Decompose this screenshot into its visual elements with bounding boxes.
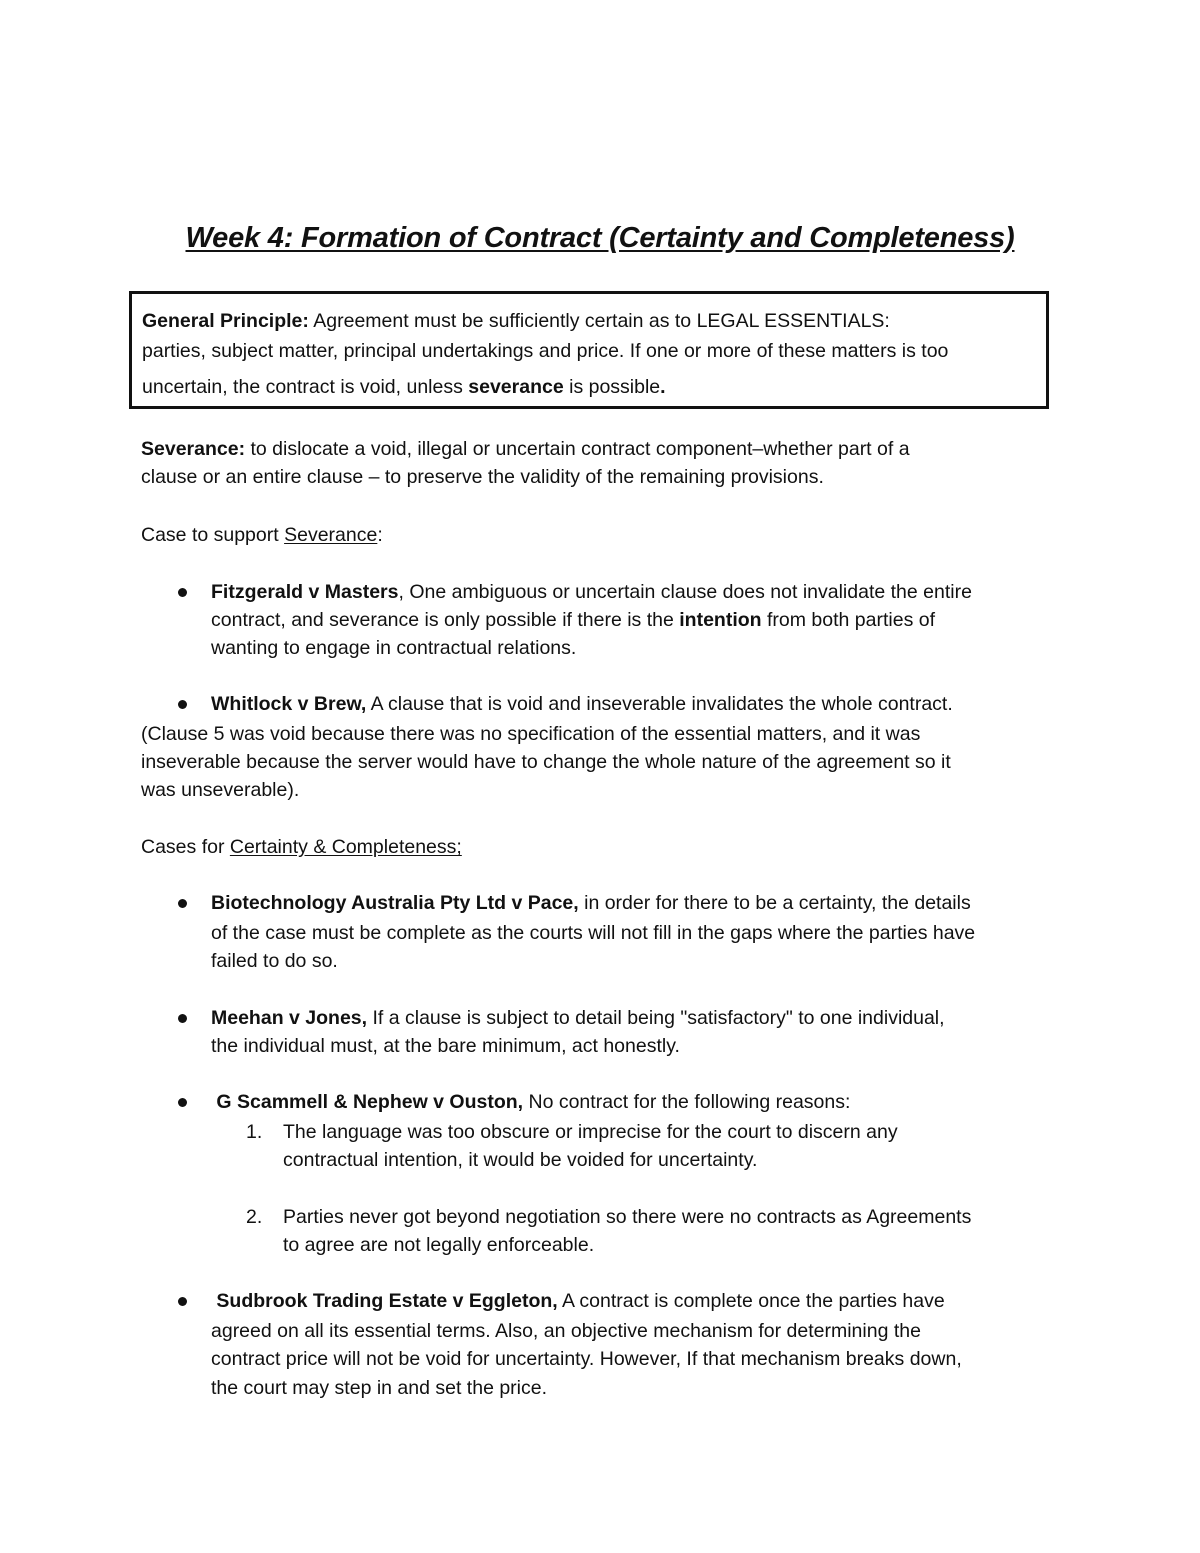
meehan-line-1: Meehan v Jones, If a clause is subject to detail being "satisfactory" to one individual, bbox=[211, 1007, 945, 1029]
case-name: Sudbrook Trading Estate v Eggleton, bbox=[211, 1290, 558, 1312]
case-name: Meehan v Jones, bbox=[211, 1007, 368, 1029]
fitzgerald-line-3: wanting to engage in contractual relations. bbox=[211, 637, 577, 659]
whitlock-line-3: inseverable because the server would have to change the whole nature of the agreement so it bbox=[141, 751, 951, 773]
biotech-line-1: Biotechnology Australia Pty Ltd v Pace, in order for there to be a certainty, the details bbox=[211, 892, 971, 914]
sudbrook-line-2: agreed on all its essential terms. Also, an objective mechanism for determining the bbox=[211, 1320, 921, 1342]
page-title: Week 4: Formation of Contract (Certainty and Completeness) bbox=[185, 222, 1015, 254]
case-name: G Scammell & Nephew v Ouston, bbox=[211, 1091, 524, 1113]
sudbrook-line-1: Sudbrook Trading Estate v Eggleton, A contract is complete once the parties have bbox=[211, 1290, 945, 1312]
certainty-cases-heading: Cases for Certainty & Completeness; bbox=[141, 836, 462, 858]
case-name: Biotechnology Australia Pty Ltd v Pace, bbox=[211, 892, 579, 914]
sudbrook-line-3: contract price will not be void for uncertainty. However, If that mechanism breaks down, bbox=[211, 1348, 962, 1370]
scammell-reason-1-line-2: contractual intention, it would be voided for uncertainty. bbox=[283, 1149, 758, 1171]
severance-link: Severance bbox=[284, 524, 378, 546]
general-principle-text bbox=[142, 306, 1042, 402]
list-number: 1. bbox=[246, 1121, 263, 1143]
whitlock-line-4: was unseverable). bbox=[141, 779, 300, 801]
whitlock-line-1: Whitlock v Brew, A clause that is void and inseverable invalidates the whole contract. bbox=[211, 693, 953, 715]
bullet-icon bbox=[178, 899, 187, 908]
scammell-line-1: G Scammell & Nephew v Ouston, No contract for the following reasons: bbox=[211, 1091, 851, 1113]
principle-line-3: uncertain, the contract is void, unless severance is possible. bbox=[142, 376, 666, 398]
severance-definition-line-2: clause or an entire clause – to preserve the validity of the remaining provisions. bbox=[141, 466, 824, 488]
principle-label: General Principle: bbox=[142, 310, 309, 332]
fitzgerald-line-2: contract, and severance is only possible if there is the intention from both parties of bbox=[211, 609, 935, 631]
principle-line-2: parties, subject matter, principal undertakings and price. If one or more of these matters is too bbox=[142, 340, 949, 362]
principle-line-1: General Principle: Agreement must be sufficiently certain as to LEGAL ESSENTIALS: bbox=[142, 310, 890, 332]
bullet-icon bbox=[178, 588, 187, 597]
meehan-line-2: the individual must, at the bare minimum, act honestly. bbox=[211, 1035, 680, 1057]
scammell-reason-2-line-1: Parties never got beyond negotiation so there were no contracts as Agreements bbox=[283, 1206, 972, 1228]
list-number: 2. bbox=[246, 1206, 263, 1228]
general-principle-box bbox=[129, 291, 1049, 409]
case-name: Fitzgerald v Masters bbox=[211, 581, 399, 603]
whitlock-line-2: (Clause 5 was void because there was no specification of the essential matters, and it was bbox=[141, 723, 921, 745]
bullet-icon bbox=[178, 700, 187, 709]
scammell-reason-1-line-1: The language was too obscure or imprecise for the court to discern any bbox=[283, 1121, 898, 1143]
scammell-reason-2-line-2: to agree are not legally enforceable. bbox=[283, 1234, 595, 1256]
severance-label: Severance: bbox=[141, 438, 246, 460]
biotech-line-3: failed to do so. bbox=[211, 950, 338, 972]
case-name: Whitlock v Brew, bbox=[211, 693, 367, 715]
severance-definition-line-1: Severance: to dislocate a void, illegal or uncertain contract component–whether part of a bbox=[141, 438, 910, 460]
severance-cases-heading: Case to support Severance: bbox=[141, 524, 383, 546]
biotech-line-2: of the case must be complete as the courts will not fill in the gaps where the parties have bbox=[211, 922, 976, 944]
bullet-icon bbox=[178, 1014, 187, 1023]
sudbrook-line-4: the court may step in and set the price. bbox=[211, 1377, 548, 1399]
bullet-icon bbox=[178, 1098, 187, 1107]
certainty-link: Certainty & Completeness; bbox=[229, 836, 462, 858]
bullet-icon bbox=[178, 1297, 187, 1306]
fitzgerald-line-1: Fitzgerald v Masters, One ambiguous or uncertain clause does not invalidate the entire bbox=[211, 581, 972, 603]
